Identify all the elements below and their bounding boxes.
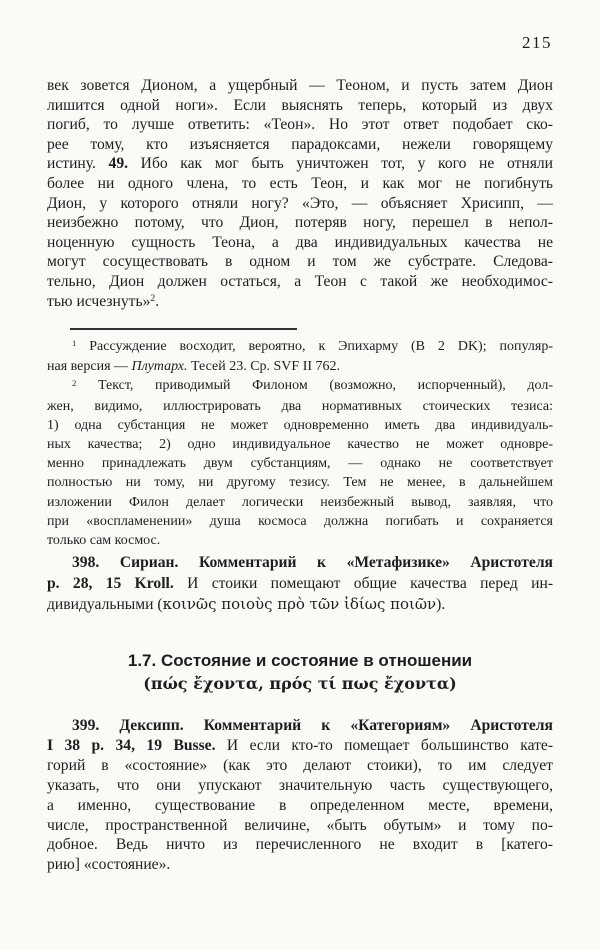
text-line: неизбежно потому, что Дион, потеряв ногу, перешел в непол-: [47, 214, 553, 232]
footnote-separator: [70, 328, 297, 330]
text-line: добное. Ведь ничто из перечисленного не входит в [катего-: [47, 836, 553, 854]
text-line: век зовется Дионом, а ущербный — Теоном, и пусть затем Дион: [47, 77, 553, 94]
text-line: лишится одной ноги». Если выяснять теперь, который из двух: [47, 96, 553, 114]
entry-398-paragraph: [47, 553, 553, 616]
text-line: менно принадлежать двум субстанциям, — однако не соответствует: [47, 456, 553, 472]
text-line: истину. 49. Ибо как мог быть уничтожен тот, у кого не отняли: [47, 155, 553, 173]
text-line: более ни одного члена, то есть Теон, и как мог не погибнуть: [47, 174, 553, 192]
text-line: могут сосуществовать в одном и том же субстрате. Следова-: [47, 253, 553, 271]
text-line: $^1$ Рассуждение восходит, вероятно, к Эпихарму (B 2 DK); популяр-: [72, 338, 553, 354]
section-heading: [47, 650, 553, 696]
text-line: 1) одна субстанция не может одновременно иметь два индивидуаль-: [47, 417, 553, 433]
section-heading-title: 1.7. Состояние и состояние в отношении: [127, 651, 473, 670]
text-line: 399. Дексипп. Комментарий к «Категориям» Аристотеля: [72, 717, 553, 734]
text-line: погиб, то лучше ответить: «Теон». Но этот ответ подобает ско-: [47, 116, 553, 134]
entry-399-paragraph: [47, 716, 553, 875]
text-line: горий в «состояние» (как это делают стоики), то им следует: [47, 756, 553, 774]
text-line: ная версия — Плутарх. Тесей 23. Ср. SVF II 762.: [47, 359, 341, 375]
text-line: только сам космос.: [47, 533, 161, 549]
text-line: I 38 p. 34, 19 Busse. И если кто-то помещает большинство кате-: [47, 736, 554, 754]
text-line: тельно, Дион должен остаться, а Теон с такой же необходимос-: [47, 272, 553, 290]
text-line: 398. Сириан. Комментарий к «Метафизике» Аристотеля: [72, 554, 553, 571]
text-line: $^2$ Текст, приводимый Филоном (возможно, испорченный), дол-: [72, 377, 553, 394]
text-line: жен, видимо, иллюстрировать два нормативных стоических тезиса:: [47, 398, 553, 414]
page-number: 215: [522, 33, 552, 52]
text-line: ноценную сущность Теона, а два индивидуальных качества не: [47, 233, 553, 251]
text-line: при «воспламенении» душа космоса должна погибать и сохраняется: [47, 513, 553, 529]
text-line: p. 28, 15 Kroll. И стоики помещают общие качества перед ин-: [47, 574, 554, 592]
text-line: рию] «состояние».: [47, 856, 171, 874]
text-line: числе, пространственной величине, «быть обутым» и тому по-: [47, 816, 553, 834]
text-line: а именно, существование в определенном месте, времени,: [47, 796, 553, 814]
text-line: рее тому, кто изъясняется парадоксами, нежели говорящему: [47, 135, 553, 153]
text-line: указать, что они упускают значительную часть существующего,: [47, 776, 553, 794]
text-line: дивидуальными (κοινῶς ποιοὺς πρὸ τῶν ἰδίως ποιῶν).: [47, 595, 446, 613]
footnotes-block: [47, 337, 553, 550]
section-heading-greek: (πώς ἔχοντα, πρός τί πως ἔχοντα): [143, 674, 457, 693]
body-paragraph: [47, 76, 553, 313]
text-line: ных качества; 2) одно индивидуальное качество не может одновре-: [47, 437, 553, 453]
text-line: полностью ни тому, ни другому тезису. Тем не менее, в дальнейшем: [47, 475, 553, 491]
text-line: изложении Филон делает логически неизбежный вывод, заявляя, что: [47, 494, 553, 510]
text-line: тью исчезнуть»$^2$.: [47, 292, 160, 310]
text-line: Дион, у которого отняли ногу? «Это, — объясняет Хрисипп, —: [47, 194, 553, 212]
